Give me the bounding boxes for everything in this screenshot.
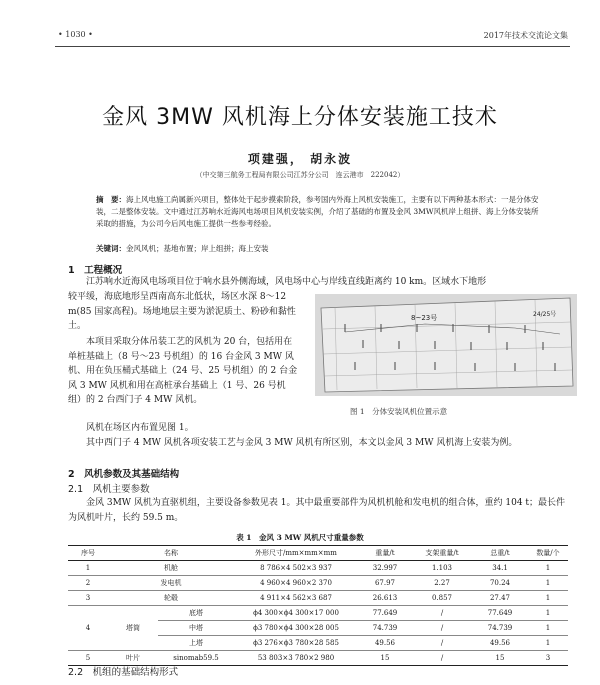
table-cell: 0.857: [412, 591, 472, 606]
table-cell: 34.1: [472, 561, 528, 576]
abstract-text: 海上风电施工尚属新兴项目，整体处于起步摸索阶段，参考国内外海上风机安装施工，主要有以下两种基本形式：一是分体安装，二是整体安装。文中通过江苏响水近海风电场项目风机安装实例，介绍了基础的布置及金风 3MW风机岸上组拼、海上分体安装所采取的措施，为公司今后风电施工提供一些参考经验。: [96, 195, 539, 228]
keywords-label: 关键词：: [96, 244, 126, 253]
figure-1-caption: 图 1 分体安装风机位置示意: [350, 407, 448, 416]
table-cell: 1.103: [412, 561, 472, 576]
table-row: [68, 606, 568, 621]
paragraph: 较平缓，海底地形呈西南高东北低状，场区水深 8～12 m(85 国家高程)。场地地层主要为淤泥质土、粉砂和黏性土。: [68, 292, 296, 331]
page-number: • 1030 •: [58, 30, 93, 39]
table-header-cell: 外形尺寸/mm×mm×mm: [234, 546, 358, 561]
table-header-row: [68, 546, 568, 561]
table-cell: 4 960×4 960×2 370: [234, 576, 358, 591]
keywords-text: 金风风机；基地布置；岸上组拼；海上安装: [126, 244, 269, 253]
table-cell: 26.613: [358, 591, 412, 606]
table-cell: 5: [68, 651, 108, 666]
paragraph: 江苏响水近海风电场项目位于响水县外侧海域，风电场中心与岸线直线距离约 10 km。区域水下地形: [86, 277, 487, 287]
table-cell: /: [412, 636, 472, 651]
table-cell: 上塔: [158, 636, 234, 651]
table-header-cell: 重量/t: [358, 546, 412, 561]
paragraph: 其中西门子 4 MW 风机各项安装工艺与金风 3 MW 风机有所区别，本文以金风 3 MW 风机海上安装为例。: [86, 438, 518, 448]
header-rule: [55, 46, 570, 47]
table-cell-text: 4: [85, 624, 91, 632]
table-cell: 3: [68, 591, 108, 606]
table-cell: /: [412, 621, 472, 636]
table-header-cell: 支架重量/t: [412, 546, 472, 561]
journal-name: 2017年技术交流论文集: [483, 31, 568, 40]
abstract-label: 摘 要：: [96, 195, 126, 204]
table-cell: 轮毂: [108, 591, 234, 606]
table-row: [68, 576, 568, 591]
table-cell: 1: [528, 606, 568, 621]
table-cell: 67.97: [358, 576, 412, 591]
figure-label-middle: 8~23号: [411, 314, 438, 322]
subsection-heading-2-2: 2.2 机组的基础结构形式: [68, 667, 179, 678]
table-cell: ϕ4 300×ϕ4 300×17 000: [234, 606, 358, 621]
table-header-cell: 序号: [68, 546, 108, 561]
table-cell: 3: [528, 651, 568, 666]
table-cell: 叶片: [108, 651, 158, 666]
table-cell: 77.649: [472, 606, 528, 621]
table-cell: 机舱: [108, 561, 234, 576]
table-cell: 1: [528, 576, 568, 591]
table-1-caption: 表 1 金风 3 MW 风机尺寸重量参数: [236, 533, 364, 542]
table-cell: [108, 606, 158, 651]
table-cell: 49.56: [472, 636, 528, 651]
table-cell: 发电机: [108, 576, 234, 591]
table-cell: 77.649: [358, 606, 412, 621]
table-cell: 1: [528, 561, 568, 576]
table-cell: 49.56: [358, 636, 412, 651]
section-heading-1: 1 工程概况: [68, 265, 123, 276]
table-cell: 底塔: [158, 606, 234, 621]
table-cell: 1: [528, 591, 568, 606]
table-cell: 1: [68, 561, 108, 576]
paragraph: 金风 3MW 风机为直驱机组，主要设备参数见表 1。其中最重要部件为风机机舱和发电机的组合体，重约 104 t；最长件为风机叶片，长约 59.5 m。: [68, 498, 566, 523]
authors: 项建强， 胡永波: [247, 152, 353, 166]
table-cell: /: [412, 651, 472, 666]
table-cell-text: 塔筒: [126, 624, 140, 632]
table-cell: 32.997: [358, 561, 412, 576]
paragraph: 本项目采取分体吊装工艺的风机为 20 台，包括用在单桩基础上（8 号～23 号机组）的 16 台金风 3 MW 风机、用在负压桶式基础上（24 号、25 号机组）的 2 台金风 3 MW 风机和用在高桩承台基础上（1 号、26 号机组）的 2 台西门子 4 MW 风机。: [68, 337, 298, 405]
table-cell: 27.47: [472, 591, 528, 606]
table-row: [68, 591, 568, 606]
table-cell: 74.739: [358, 621, 412, 636]
article-title: 金风 3MW 风机海上分体安装施工技术: [102, 105, 498, 130]
table-cell: ϕ3 276×ϕ3 780×28 585: [234, 636, 358, 651]
table-row: [68, 561, 568, 576]
table-cell: 15: [472, 651, 528, 666]
table-cell: 2.27: [412, 576, 472, 591]
section-heading-2: 2 风机参数及其基础结构: [68, 469, 180, 480]
table-cell: 4 911×4 562×3 687: [234, 591, 358, 606]
table-cell: [68, 606, 108, 651]
table-cell: 1: [528, 636, 568, 651]
table-header-cell: 数量/个: [528, 546, 568, 561]
table-cell: 中塔: [158, 621, 234, 636]
table-header-cell: 名称: [108, 546, 234, 561]
table-cell: sinomab59.5: [158, 651, 234, 666]
keywords: [96, 243, 544, 254]
abstract: [96, 194, 544, 230]
table-cell: 70.24: [472, 576, 528, 591]
figure-label-right: 24/25号: [533, 311, 557, 318]
table-1: [68, 545, 568, 666]
affiliation: （中交第三航务工程局有限公司江苏分公司 连云港市 222042）: [195, 171, 405, 179]
figure-1-map: [315, 294, 577, 396]
paragraph: 风机在场区内布置见图 1。: [86, 423, 194, 433]
table-cell: /: [412, 606, 472, 621]
table-cell: 53 803×3 780×2 980: [234, 651, 358, 666]
subsection-heading-2-1: 2.1 风机主要参数: [68, 484, 150, 495]
table-cell: 1: [528, 621, 568, 636]
table-cell: ϕ3 780×ϕ4 300×28 005: [234, 621, 358, 636]
table-cell: 15: [358, 651, 412, 666]
table-cell: 2: [68, 576, 108, 591]
table-cell: 74.739: [472, 621, 528, 636]
table-cell: 8 786×4 502×3 937: [234, 561, 358, 576]
table-header-cell: 总重/t: [472, 546, 528, 561]
